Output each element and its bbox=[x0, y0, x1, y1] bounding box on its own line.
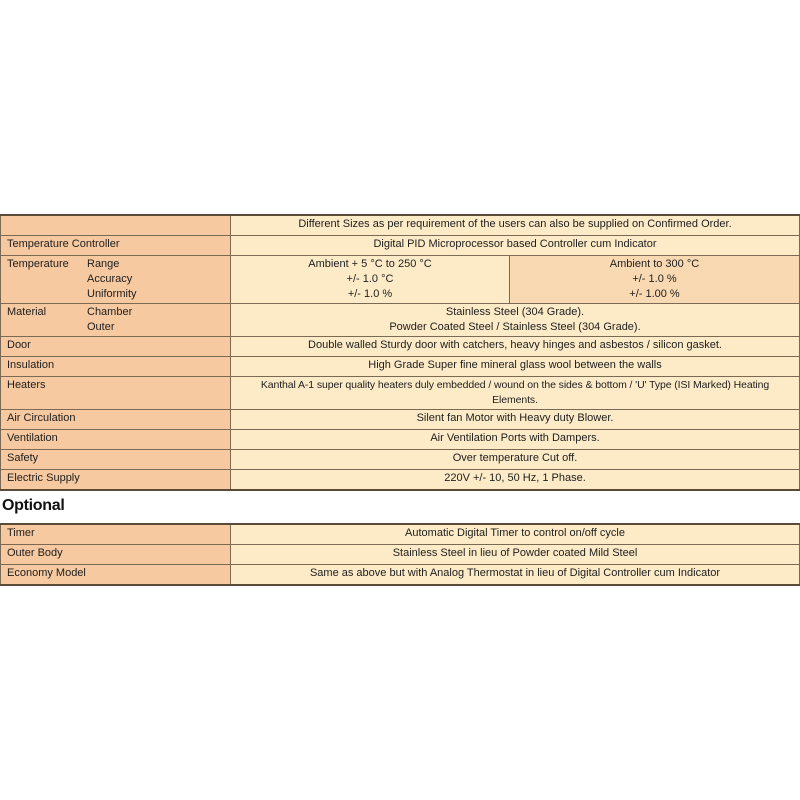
spec-value: High Grade Super fine mineral glass wool between the walls bbox=[231, 357, 800, 377]
spec-label: Electric Supply bbox=[1, 470, 231, 491]
sub-label-range: Range bbox=[87, 258, 120, 270]
spec-label: Safety bbox=[1, 450, 231, 470]
uniformity-value-b: +/- 1.00 % bbox=[629, 288, 680, 300]
optional-value: Automatic Digital Timer to control on/off cycle bbox=[231, 524, 800, 545]
chamber-value: Stainless Steel (304 Grade). bbox=[445, 306, 585, 318]
optional-value: Same as above but with Analog Thermostat in lieu of Digital Controller cum Indicator bbox=[231, 565, 800, 586]
spec-row-door bbox=[1, 337, 800, 357]
spec-row-air-circulation bbox=[1, 410, 800, 430]
spec-value: Over temperature Cut off. bbox=[231, 450, 800, 470]
outer-value: Powder Coated Steel / Stainless Steel (304 Grade). bbox=[389, 321, 641, 333]
spec-value: 220V +/- 10, 50 Hz, 1 Phase. bbox=[231, 470, 800, 491]
accuracy-value-a: +/- 1.0 °C bbox=[346, 273, 394, 285]
spec-label-cell bbox=[1, 256, 231, 304]
uniformity-value-a: +/- 1.0 % bbox=[347, 288, 393, 300]
spec-label: Ventilation bbox=[1, 430, 231, 450]
optional-table bbox=[0, 523, 800, 586]
sub-label-chamber: Chamber bbox=[87, 306, 133, 318]
optional-row-economy-model bbox=[1, 565, 800, 586]
optional-row-timer bbox=[1, 524, 800, 545]
spec-row-electric-supply bbox=[1, 470, 800, 491]
accuracy-value-b: +/- 1.0 % bbox=[632, 273, 677, 285]
temperature-values-a bbox=[231, 256, 510, 304]
optional-label: Outer Body bbox=[1, 545, 231, 565]
spec-label: Door bbox=[1, 337, 231, 357]
spec-label: Temperature Controller bbox=[1, 236, 231, 256]
optional-label: Timer bbox=[1, 524, 231, 545]
spec-label-cell bbox=[1, 304, 231, 337]
spec-label: Heaters bbox=[1, 377, 231, 410]
optional-label: Economy Model bbox=[1, 565, 231, 586]
sub-label-accuracy: Accuracy bbox=[87, 273, 133, 285]
spec-label: Material bbox=[7, 306, 47, 318]
material-values bbox=[231, 304, 800, 337]
temperature-values-b bbox=[510, 256, 800, 304]
spec-row-material bbox=[1, 304, 800, 337]
intro-row bbox=[1, 215, 800, 236]
optional-heading: Optional bbox=[2, 497, 65, 514]
blank-cell bbox=[1, 215, 231, 236]
intro-text: Different Sizes as per requirement of the users can also be supplied on Confirmed Order. bbox=[231, 215, 800, 236]
spec-row-temperature bbox=[1, 256, 800, 304]
range-value-b: Ambient to 300 °C bbox=[609, 258, 700, 270]
optional-value: Stainless Steel in lieu of Powder coated Mild Steel bbox=[231, 545, 800, 565]
sub-labels bbox=[87, 305, 132, 335]
spec-row-insulation bbox=[1, 357, 800, 377]
spec-label: Air Circulation bbox=[1, 410, 231, 430]
spec-label: Insulation bbox=[1, 357, 231, 377]
spec-row-heaters bbox=[1, 377, 800, 410]
spec-value: Double walled Sturdy door with catchers, heavy hinges and asbestos / silicon gasket. bbox=[231, 337, 800, 357]
spec-label: Temperature bbox=[7, 258, 69, 270]
range-value-a: Ambient + 5 °C to 250 °C bbox=[308, 258, 432, 270]
spec-value: Kanthal A-1 super quality heaters duly embedded / wound on the sides & bottom / 'U' Type (ISI Marked) Heating Elements. bbox=[231, 377, 800, 410]
spec-row-safety bbox=[1, 450, 800, 470]
sub-labels bbox=[87, 257, 137, 302]
spec-row-ventilation bbox=[1, 430, 800, 450]
spec-value: Silent fan Motor with Heavy duty Blower. bbox=[231, 410, 800, 430]
sub-label-uniformity: Uniformity bbox=[87, 288, 137, 300]
optional-row-outer-body bbox=[1, 545, 800, 565]
spec-value: Digital PID Microprocessor based Controller cum Indicator bbox=[231, 236, 800, 256]
sub-label-outer: Outer bbox=[87, 321, 115, 333]
spec-row-temperature-controller bbox=[1, 236, 800, 256]
specifications-table bbox=[0, 214, 800, 491]
spec-value: Air Ventilation Ports with Dampers. bbox=[231, 430, 800, 450]
